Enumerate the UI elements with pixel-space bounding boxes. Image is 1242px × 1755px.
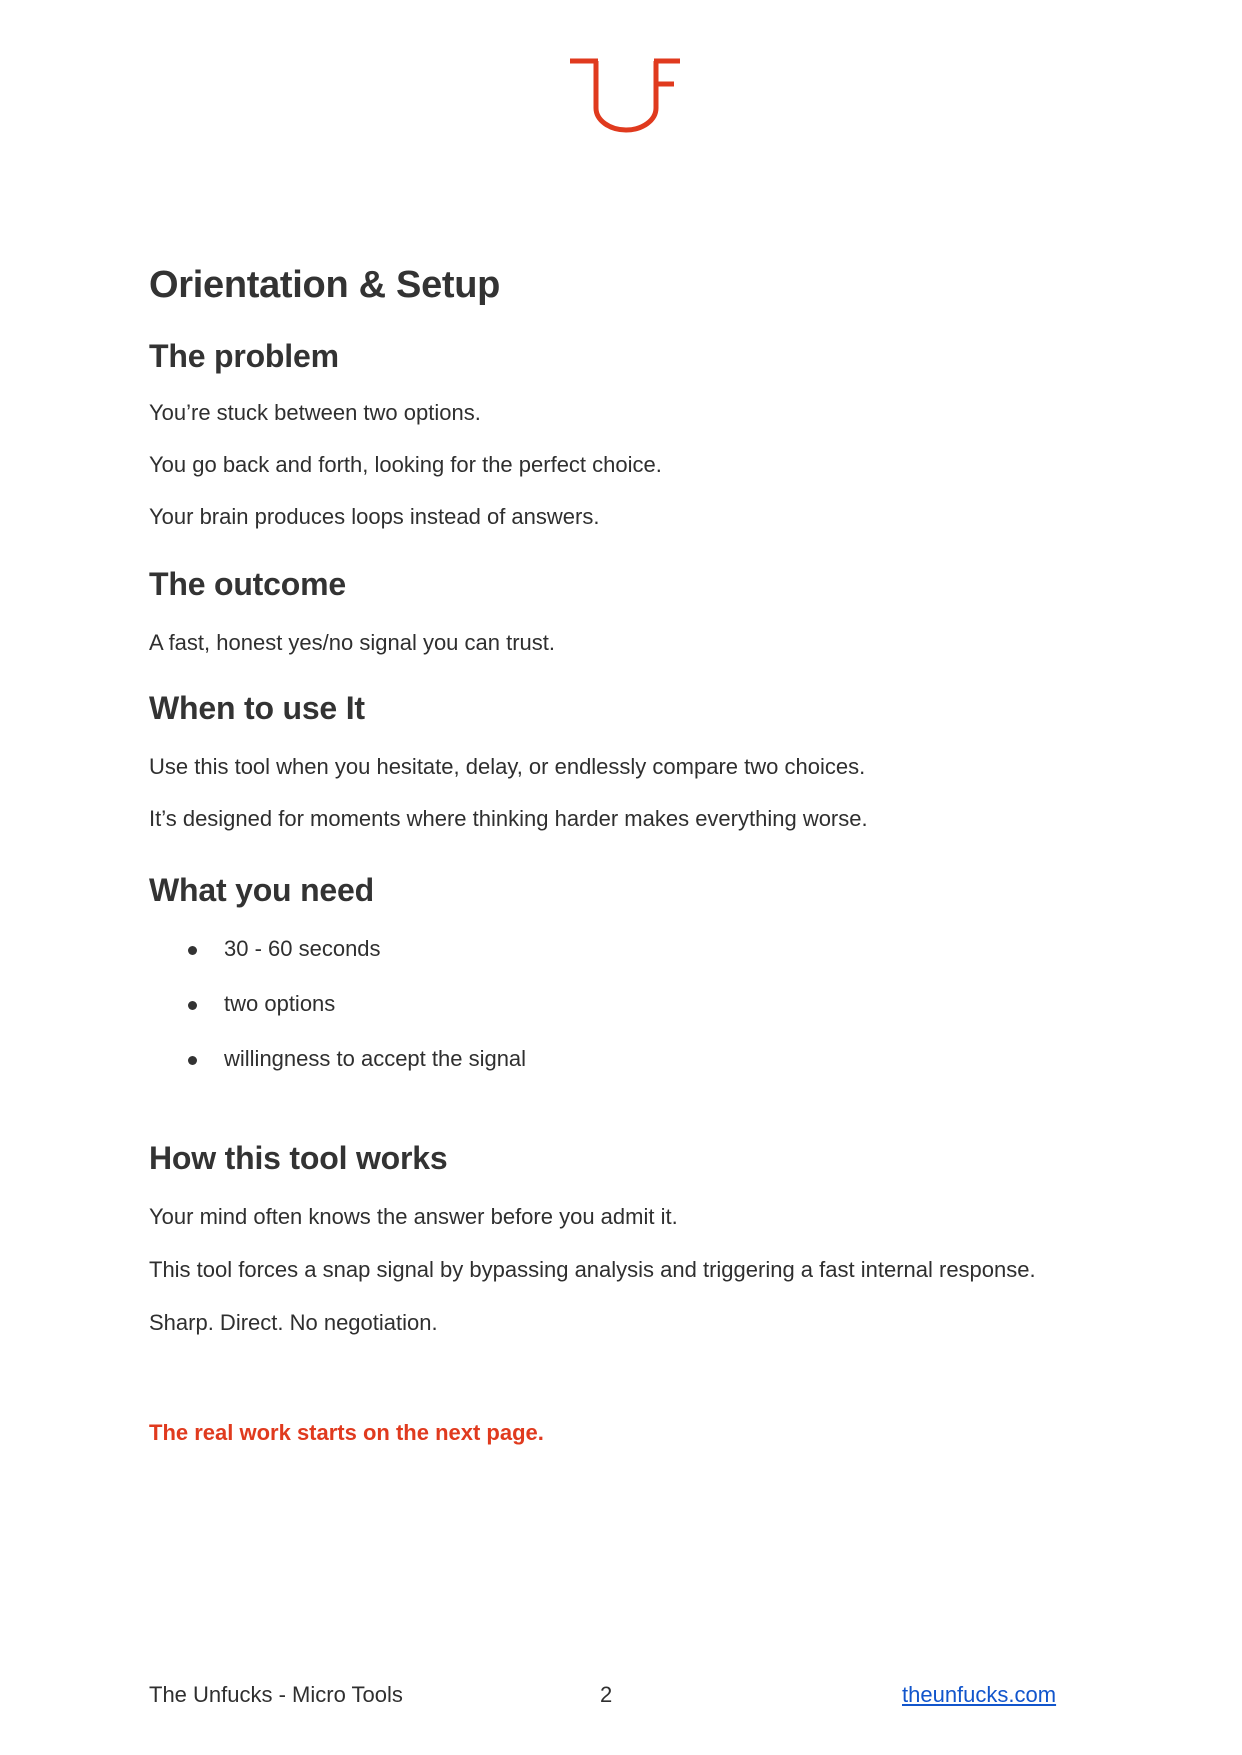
page-title: Orientation & Setup xyxy=(149,264,501,306)
paragraph: Your mind often knows the answer before you admit it. xyxy=(149,1204,678,1229)
list-item-text: 30 - 60 seconds xyxy=(224,936,381,961)
section-heading-when-to-use: When to use It xyxy=(149,690,365,726)
paragraph: This tool forces a snap signal by bypassing analysis and triggering a fast internal response. xyxy=(149,1257,1036,1282)
paragraph: Use this tool when you hesitate, delay, or endlessly compare two choices. xyxy=(149,754,866,779)
paragraph: You go back and forth, looking for the perfect choice. xyxy=(149,452,662,477)
call-to-action: The real work starts on the next page. xyxy=(149,1420,544,1445)
unfucks-logo xyxy=(568,56,684,134)
bullet-icon xyxy=(188,1056,197,1065)
list-item-text: willingness to accept the signal xyxy=(224,1046,527,1071)
section-heading-problem: The problem xyxy=(149,338,339,374)
list-item-text: two options xyxy=(224,991,336,1016)
bullet-icon xyxy=(188,1001,197,1010)
paragraph: It’s designed for moments where thinking harder makes everything worse. xyxy=(149,806,868,831)
section-heading-outcome: The outcome xyxy=(149,566,346,602)
page-number: 2 xyxy=(600,1682,613,1707)
paragraph: Sharp. Direct. No negotiation. xyxy=(149,1310,438,1335)
paragraph: Your brain produces loops instead of answers. xyxy=(149,504,600,529)
paragraph: A fast, honest yes/no signal you can trust. xyxy=(149,630,556,655)
bullet-icon xyxy=(188,946,197,955)
section-heading-how-it-works: How this tool works xyxy=(149,1140,448,1176)
paragraph: You’re stuck between two options. xyxy=(149,400,481,425)
website-link[interactable]: theunfucks.com xyxy=(902,1682,1057,1707)
section-heading-what-you-need: What you need xyxy=(149,872,374,908)
footer-title: The Unfucks - Micro Tools xyxy=(149,1682,403,1707)
